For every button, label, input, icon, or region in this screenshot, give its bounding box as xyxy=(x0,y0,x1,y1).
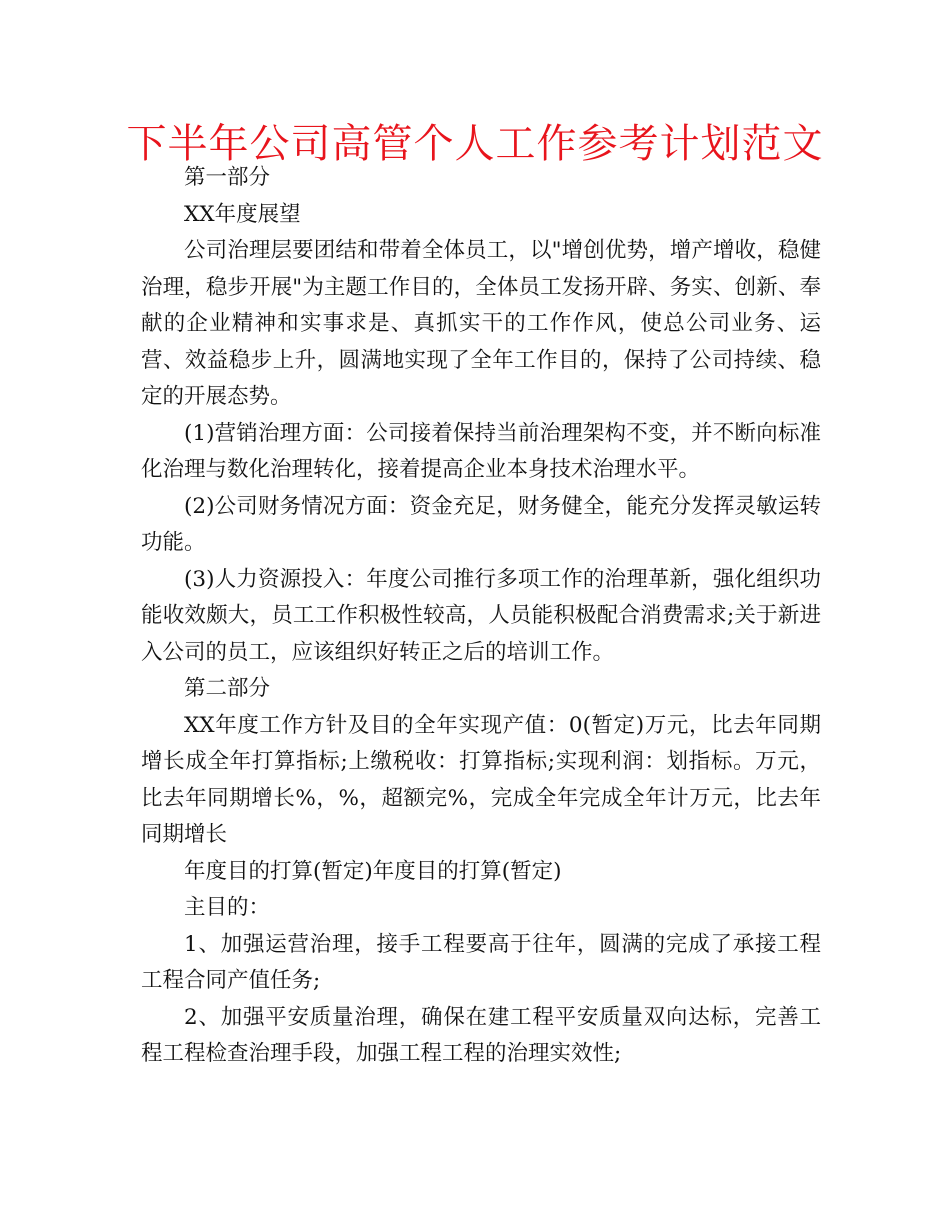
paragraph: 公司治理层要团结和带着全体员工，以"增创优势，增产增收，稳健治理，稳步开展"为主题工作目的，全体员工发扬开辟、务实、创新、奉献的企业精神和实事求是、真抓实干的工作作风，使总公司业务、运营、效益稳步上升，圆满地实现了全年工作目的，保持了公司持续、稳定的开展态势。 xyxy=(141,238,821,409)
paragraph: (2)公司财务情况方面：资金充足，财务健全，能充分发挥灵敏运转功能。 xyxy=(141,493,821,555)
document-body xyxy=(141,160,821,1073)
paragraph: 年度目的打算(暂定)年度目的打算(暂定) xyxy=(184,858,562,884)
paragraph: XX年度展望 xyxy=(184,201,301,227)
document-title: 下半年公司高管个人工作参考计划范文 xyxy=(126,121,824,167)
paragraph: XX年度工作方针及目的全年实现产值：0(暂定)万元，比去年同期增长成全年打算指标;上缴税收：打算指标;实现利润：划指标。万元，比去年同期增长%，%，超额完%，完成全年完成全年计万元，比去年同期增长 xyxy=(141,712,821,847)
paragraph: 主目的： xyxy=(184,895,271,920)
paragraph: (3)人力资源投入：年度公司推行多项工作的治理革新，强化组织功能收效颇大，员工工作积极性较高，人员能积极配合消费需求;关于新进入公司的员工，应该组织好转正之后的培训工作。 xyxy=(141,566,821,665)
paragraph: 1、加强运营治理，接手工程要高于往年，圆满的完成了承接工程工程合同产值任务; xyxy=(141,931,821,993)
section-heading: 第二部分 xyxy=(184,676,271,701)
paragraph: 2、加强平安质量治理，确保在建工程平安质量双向达标，完善工程工程检查治理手段，加强工程工程的治理实效性; xyxy=(141,1004,821,1066)
paragraph: (1)营销治理方面：公司接着保持当前治理架构不变，并不断向标准化治理与数化治理转化，接着提高企业本身技术治理水平。 xyxy=(141,420,821,482)
section-heading: 第一部分 xyxy=(184,165,271,190)
